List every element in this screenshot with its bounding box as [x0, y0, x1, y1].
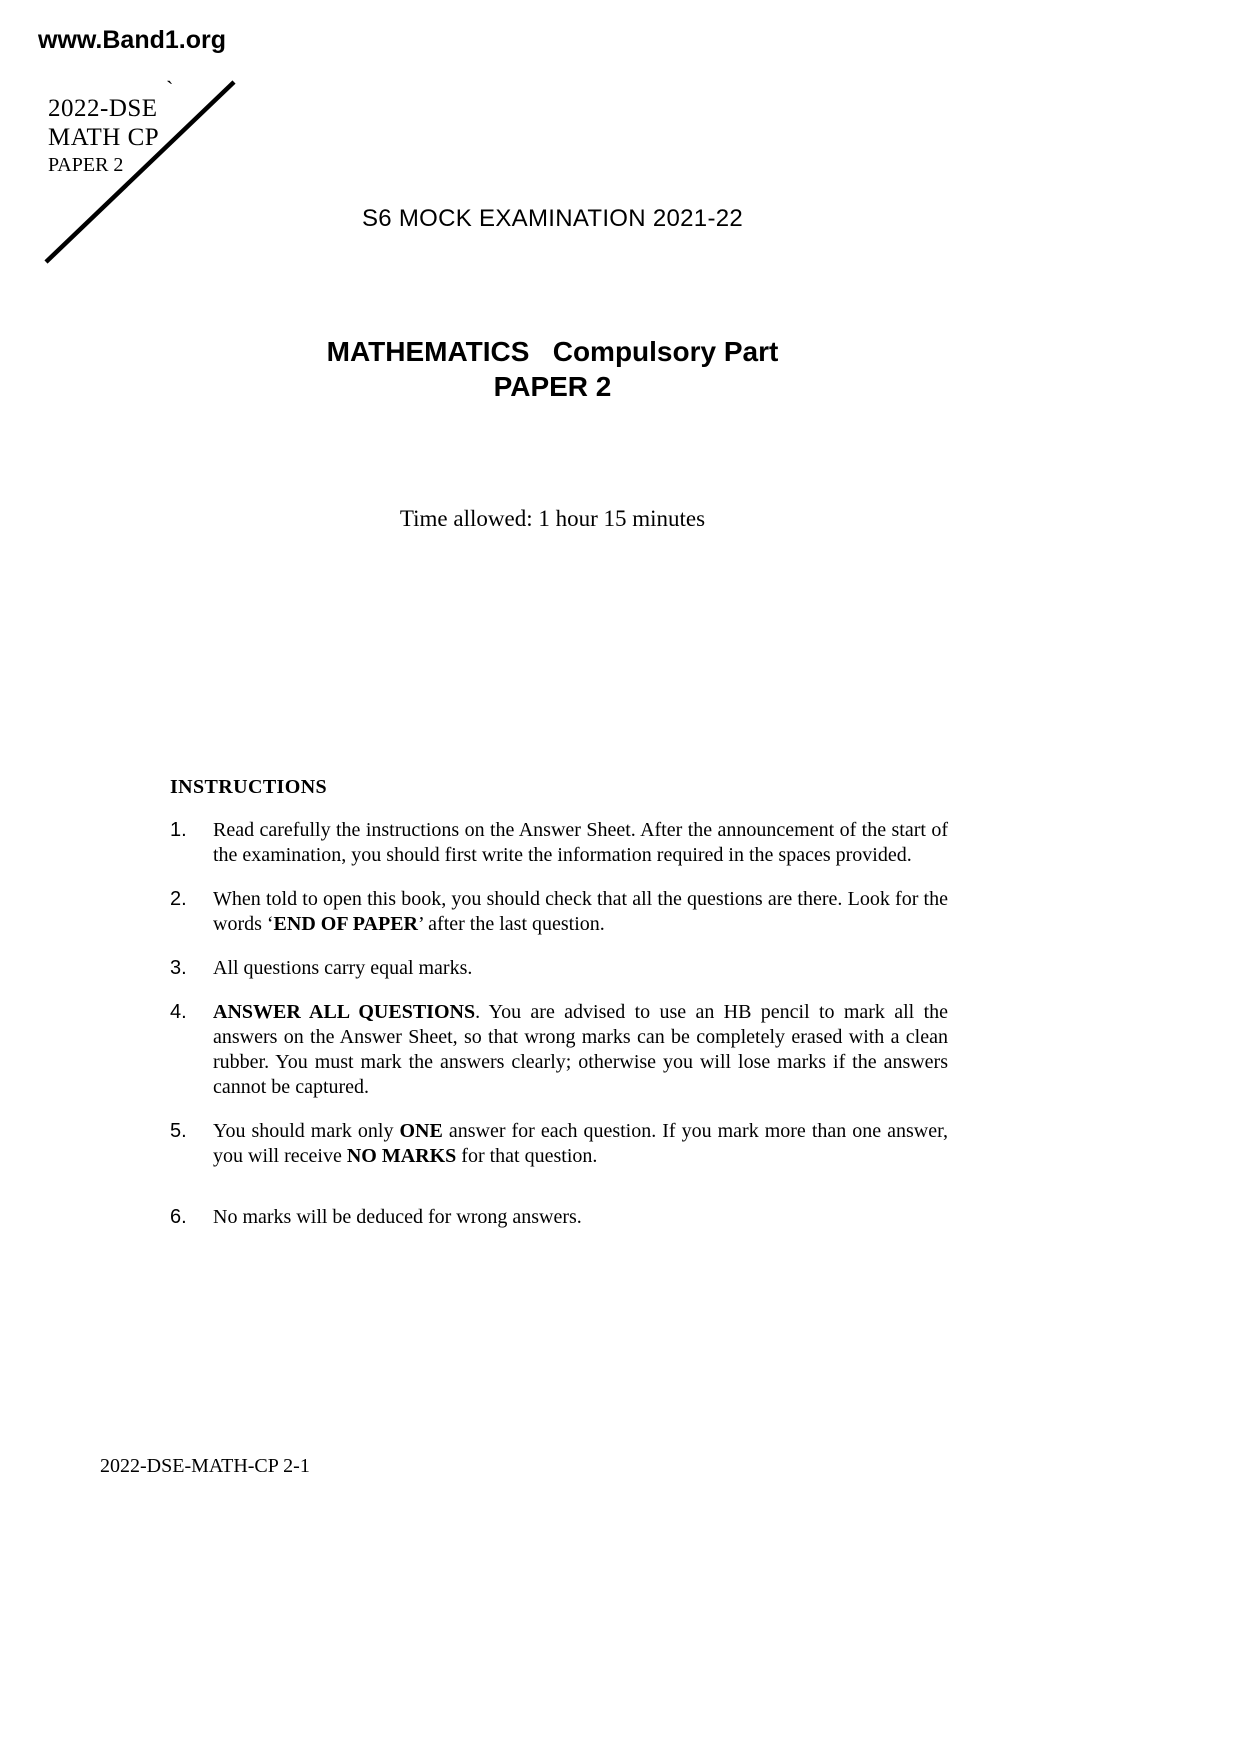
site-watermark: www.Band1.org: [38, 26, 226, 54]
instruction-number: 6.: [170, 1206, 187, 1228]
tick-mark: `: [166, 76, 174, 101]
instruction-number: 3.: [170, 957, 187, 979]
badge-line-year-code: 2022-DSE: [48, 95, 158, 122]
instruction-item: [170, 1000, 948, 1100]
instructions-list: [170, 818, 948, 1249]
instruction-text: ANSWER ALL QUESTIONS. You are advised to use an HB pencil to mark all the answers on the Answer Sheet, so that wrong marks can be completely erased with a clean rubber. You must mark the answers clearly; otherwise you will lose marks if the answers cannot be captured.: [213, 1001, 949, 1098]
instruction-item: [170, 887, 948, 937]
exam-title: S6 MOCK EXAMINATION 2021-22: [361, 205, 744, 232]
instructions-heading: INSTRUCTIONS: [170, 776, 328, 798]
instruction-text: All questions carry equal marks.: [213, 957, 473, 979]
instruction-number: 4.: [170, 1001, 187, 1023]
instruction-item: [170, 956, 948, 981]
time-allowed: Time allowed: 1 hour 15 minutes: [399, 506, 706, 531]
footer-page-code: 2022-DSE-MATH-CP 2-1: [100, 1455, 310, 1477]
instruction-number: 2.: [170, 888, 187, 910]
instruction-item: [170, 1119, 948, 1169]
instruction-number: 1.: [170, 819, 187, 841]
paper-title: PAPER 2: [493, 371, 612, 402]
instruction-text: Read carefully the instructions on the Answer Sheet. After the announcement of the start of the examination, you should first write the information required in the spaces provided.: [213, 819, 948, 866]
instruction-text: No marks will be deduced for wrong answers.: [213, 1206, 582, 1228]
instruction-text: You should mark only ONE answer for each question. If you mark more than one answer, you will receive NO MARKS for that question.: [213, 1120, 948, 1167]
instruction-text: When told to open this book, you should check that all the questions are there. Look for the words ‘END OF PAPER’ after the last question.: [213, 888, 948, 935]
instruction-item: [170, 1205, 948, 1230]
instruction-item: [170, 818, 948, 868]
exam-code-badge: [48, 96, 159, 176]
subject-title: MATHEMATICS Compulsory Part: [326, 336, 779, 367]
instruction-number: 5.: [170, 1120, 187, 1142]
badge-line-subject-code: MATH CP: [48, 124, 160, 152]
badge-line-paper-code: PAPER 2: [48, 153, 124, 176]
